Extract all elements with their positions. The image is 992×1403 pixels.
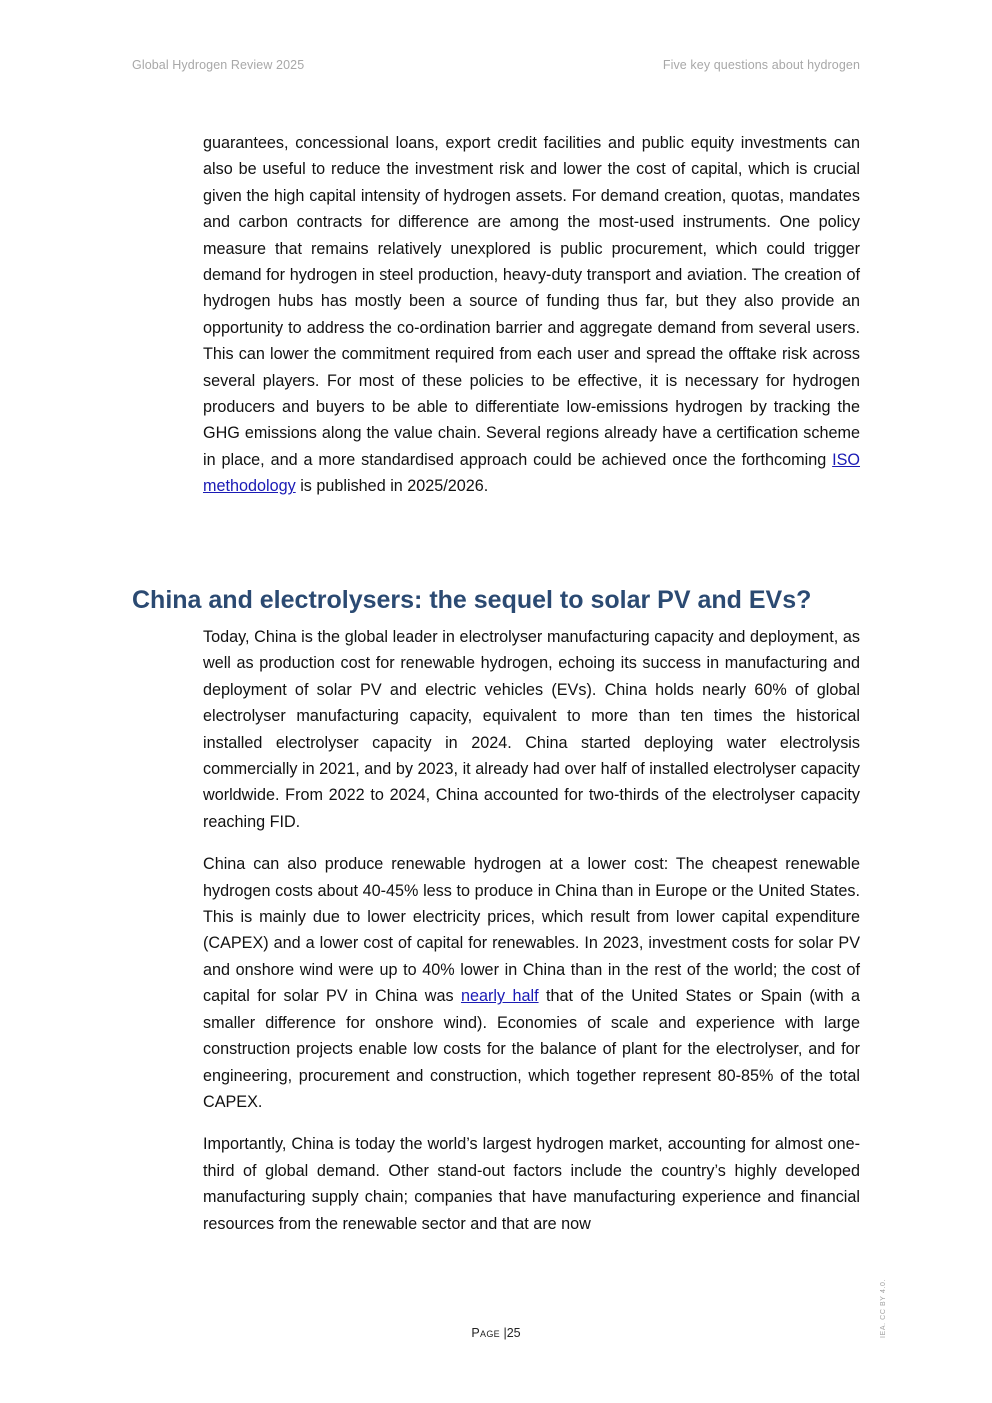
paragraph-text: that of the United States or Spain (with a smaller difference for onshore wind). Economies of scale and experience with large construction projects enable low costs for the balance of plant for the electrolyser, and for engineering, procurement and construction, which together represent 80-85% of the total CAPEX.	[203, 987, 860, 1111]
paragraph	[203, 130, 860, 500]
running-header	[132, 58, 860, 76]
body-text-continued	[203, 130, 860, 516]
paragraph-text: guarantees, concessional loans, export credit facilities and public equity investments can also be useful to reduce the investment risk and lower the cost of capital, which is crucial given the high capital intensity of hydrogen assets. For demand creation, quotas, mandates and carbon contracts for difference are among the most-used instruments. One policy measure that remains relatively unexplored is public procurement, which could trigger demand for hydrogen in steel production, heavy-duty transport and aviation. The creation of hydrogen hubs has mostly been a source of funding thus far, but they also provide an opportunity to address the co-ordination barrier and aggregate demand from several users. This can lower the commitment required from each user and spread the offtake risk across several players. For most of these policies to be effective, it is necessary for hydrogen producers and buyers to be able to differentiate low-emissions hydrogen by tracking the GHG emissions along the value chain. Several regions already have a certification scheme in place, and a more standardised approach could be achieved once the forthcoming	[203, 134, 860, 469]
page-number: 25	[506, 1326, 521, 1340]
paragraph: Importantly, China is today the world’s largest hydrogen market, accounting for almost one-third of global demand. Other stand-out factors include the country’s highly developed manufacturing supply chain; companies that have manufacturing experience and financial resources from the renewable sector and that are now	[203, 1135, 860, 1233]
report-title: Global Hydrogen Review 2025	[132, 58, 305, 72]
section-heading: China and electrolysers: the sequel to solar PV and EVs?	[132, 586, 812, 614]
paragraph-text: is published in 2025/2026.	[295, 477, 489, 496]
page-footer	[0, 1326, 992, 1340]
page-label: Page	[471, 1326, 500, 1340]
license-notice: IEA. CC BY 4.0.	[880, 1278, 887, 1338]
section-body	[203, 624, 860, 1253]
paragraph: Today, China is the global leader in electrolyser manufacturing capacity and deployment, as well as production cost for renewable hydrogen, echoing its success in manufacturing and deployment of solar PV and electric vehicles (EVs). China holds nearly 60% of global electrolyser manufacturing capacity, equivalent to more than ten times the historical installed electrolyser capacity in 2024. China started deploying water electrolysis commercially in 2021, and by 2023, it already had over half of installed electrolyser capacity worldwide. From 2022 to 2024, China accounted for two-thirds of the electrolyser capacity reaching FID.	[203, 628, 860, 831]
nearly-half-link[interactable]: nearly half	[460, 987, 539, 1006]
iso-methodology-link[interactable]: ISO methodology	[203, 450, 860, 496]
page-separator: |	[503, 1326, 507, 1340]
paragraph	[203, 851, 860, 1115]
chapter-title: Five key questions about hydrogen	[662, 58, 860, 72]
paragraph-text: China can also produce renewable hydrogen at a lower cost: The cheapest renewable hydrogen costs about 40-45% less to produce in China than in Europe or the United States. This is mainly due to lower electricity prices, which result from lower capital expenditure (CAPEX) and a lower cost of capital for renewables. In 2023, investment costs for solar PV and onshore wind were up to 40% lower in China than in the rest of the world; the cost of capital for solar PV in China was	[203, 855, 860, 1006]
